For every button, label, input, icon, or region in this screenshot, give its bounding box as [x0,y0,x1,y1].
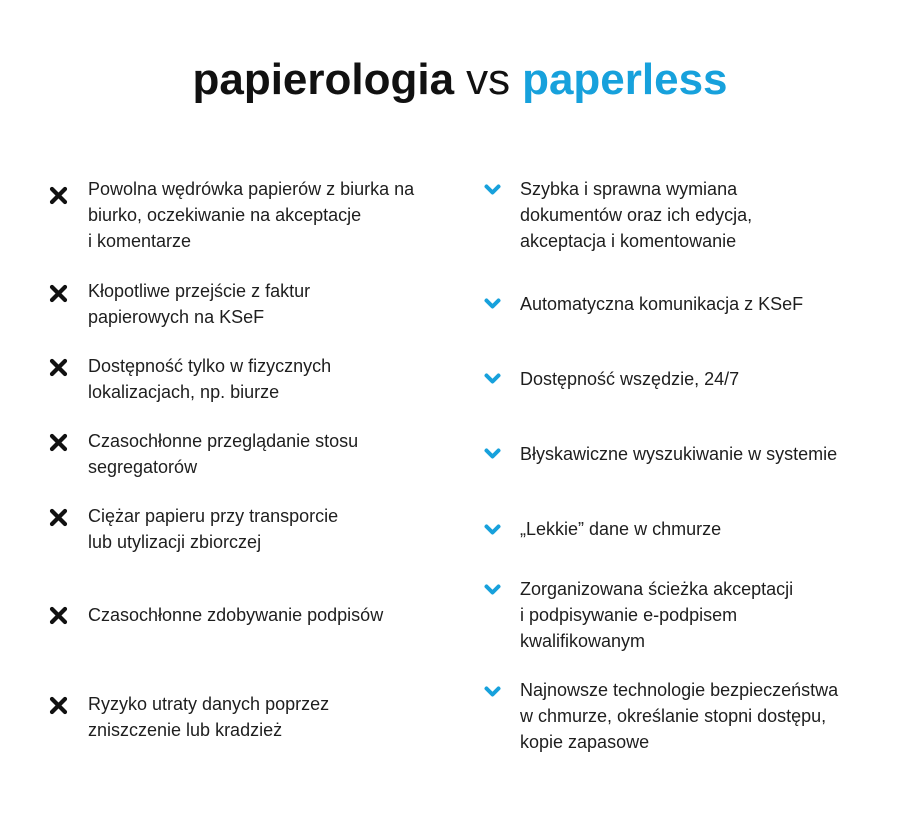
list-item-paperless: „Lekkie” dane w chmurze [520,519,722,539]
list-item-papierologia: Dostępność tylko w fizycznych lokalizacjach, np. biurze [88,356,332,402]
title-papierologia: papierologia [192,55,455,104]
check-chevron-icon [484,524,501,536]
title-paperless: paperless [522,55,728,104]
check-chevron-icon [484,686,501,698]
cross-icon [49,696,68,715]
title-vs: vs [466,55,511,104]
cross-icon [49,284,68,303]
cross-icon [49,186,68,205]
list-item-papierologia: Ciężar papieru przy transporcie lub utylizacji zbiorczej [88,506,339,552]
check-chevron-icon [484,373,501,385]
list-item-paperless: Szybka i sprawna wymiana dokumentów oraz ich edycja, akceptacja i komentowanie [520,179,753,251]
check-chevron-icon [484,448,501,460]
list-item-papierologia: Ryzyko utraty danych poprzez zniszczenie lub kradzież [88,694,330,740]
list-item-papierologia: Czasochłonne przeglądanie stosu segregatorów [88,431,359,477]
list-item-paperless: Najnowsze technologie bezpieczeństwa w chmurze, określanie stopni dostępu, kopie zapasowe [520,680,839,752]
check-chevron-icon [484,184,501,196]
list-item-papierologia: Kłopotliwe przejście z faktur papierowych na KSeF [88,281,311,327]
list-item-paperless: Automatyczna komunikacja z KSeF [520,294,804,314]
check-chevron-icon [484,298,501,310]
list-item-papierologia: Powolna wędrówka papierów z biurka na biurko, oczekiwanie na akceptacje i komentarze [88,179,415,251]
cross-icon [49,433,68,452]
check-chevron-icon [484,584,501,596]
cross-icon [49,606,68,625]
cross-icon [49,508,68,527]
list-item-paperless: Dostępność wszędzie, 24/7 [520,369,740,389]
list-item-paperless: Zorganizowana ścieżka akceptacji i podpisywanie e-podpisem kwalifikowanym [520,579,794,651]
cross-icon [49,358,68,377]
list-item-papierologia: Czasochłonne zdobywanie podpisów [88,605,384,625]
list-item-paperless: Błyskawiczne wyszukiwanie w systemie [520,444,838,464]
page-title [0,52,920,108]
